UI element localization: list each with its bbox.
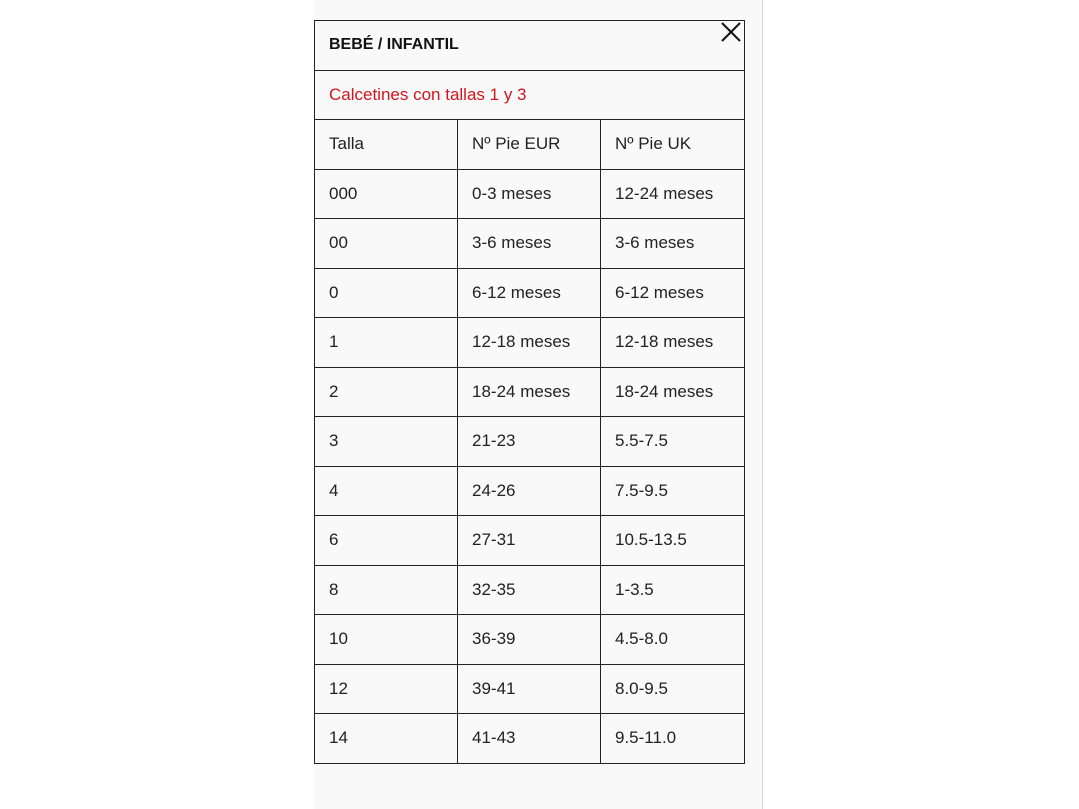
table-row [315, 417, 745, 467]
cell-uk: 8.0-9.5 [601, 664, 745, 714]
cell-talla: 8 [315, 565, 458, 615]
cell-talla: 4 [315, 466, 458, 516]
cell-eur: 36-39 [458, 615, 601, 665]
table-row [315, 664, 745, 714]
cell-eur: 21-23 [458, 417, 601, 467]
table-row [315, 615, 745, 665]
cell-uk: 4.5-8.0 [601, 615, 745, 665]
table-row [315, 169, 745, 219]
title-row [315, 21, 745, 71]
cell-eur: 12-18 meses [458, 318, 601, 368]
cell-eur: 3-6 meses [458, 219, 601, 269]
cell-eur: 39-41 [458, 664, 601, 714]
table-row [315, 466, 745, 516]
column-header-talla: Talla [315, 120, 458, 170]
modal-divider [762, 0, 763, 809]
cell-uk: 1-3.5 [601, 565, 745, 615]
table-row [315, 367, 745, 417]
cell-talla: 14 [315, 714, 458, 764]
close-button[interactable] [718, 19, 744, 45]
modal-title: BEBÉ / INFANTIL [315, 21, 745, 71]
table-row [315, 318, 745, 368]
table-row [315, 516, 745, 566]
modal-subtitle: Calcetines con tallas 1 y 3 [315, 70, 745, 120]
cell-uk: 12-18 meses [601, 318, 745, 368]
cell-uk: 9.5-11.0 [601, 714, 745, 764]
cell-talla: 1 [315, 318, 458, 368]
cell-uk: 6-12 meses [601, 268, 745, 318]
cell-talla: 000 [315, 169, 458, 219]
close-icon [718, 19, 744, 45]
column-header-eur: Nº Pie EUR [458, 120, 601, 170]
cell-eur: 24-26 [458, 466, 601, 516]
column-header-uk: Nº Pie UK [601, 120, 745, 170]
cell-uk: 18-24 meses [601, 367, 745, 417]
cell-talla: 00 [315, 219, 458, 269]
cell-eur: 27-31 [458, 516, 601, 566]
cell-talla: 2 [315, 367, 458, 417]
cell-talla: 6 [315, 516, 458, 566]
table-row [315, 565, 745, 615]
cell-uk: 12-24 meses [601, 169, 745, 219]
table-row [315, 219, 745, 269]
cell-eur: 18-24 meses [458, 367, 601, 417]
cell-uk: 7.5-9.5 [601, 466, 745, 516]
cell-talla: 3 [315, 417, 458, 467]
cell-eur: 0-3 meses [458, 169, 601, 219]
header-row [315, 120, 745, 170]
cell-uk: 10.5-13.5 [601, 516, 745, 566]
size-table [314, 20, 745, 764]
cell-talla: 10 [315, 615, 458, 665]
table-row [315, 268, 745, 318]
cell-eur: 32-35 [458, 565, 601, 615]
cell-uk: 5.5-7.5 [601, 417, 745, 467]
cell-talla: 12 [315, 664, 458, 714]
subtitle-row [315, 70, 745, 120]
cell-eur: 6-12 meses [458, 268, 601, 318]
cell-eur: 41-43 [458, 714, 601, 764]
cell-uk: 3-6 meses [601, 219, 745, 269]
table-row [315, 714, 745, 764]
cell-talla: 0 [315, 268, 458, 318]
